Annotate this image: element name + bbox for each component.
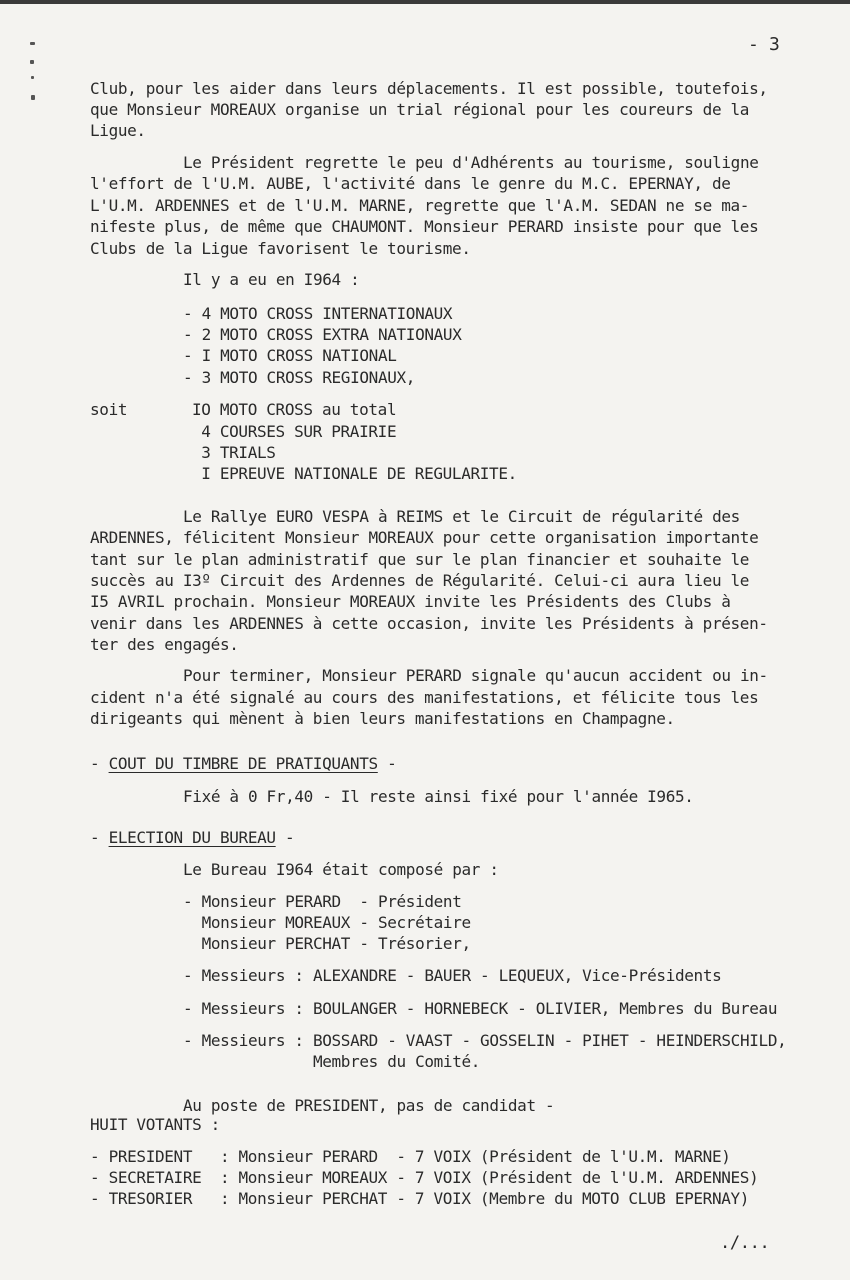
vote-result: - PRESIDENT : Monsieur PERARD - 7 VOIX (Président de l'U.M. MARNE) bbox=[90, 1147, 731, 1166]
vote-result: - SECRETAIRE : Monsieur MOREAUX - 7 VOIX (Président de l'U.M. ARDENNES) bbox=[90, 1168, 759, 1187]
committee-line-2: Membres du Comité. bbox=[183, 1052, 481, 1071]
margin-mark bbox=[31, 95, 35, 100]
bureau-officer: Monsieur MOREAUX - Secrétaire bbox=[183, 913, 471, 932]
para3-line-3: tant sur le plan administratif que sur le plan financier et souhaite le bbox=[90, 550, 750, 569]
total-item: I EPREUVE NATIONALE DE REGULARITE. bbox=[192, 464, 517, 483]
para4-line-2: cident n'a été signalé au cours des manifestations, et félicite tous les bbox=[90, 688, 759, 707]
bureau-officer: - Monsieur PERARD - Président bbox=[183, 892, 462, 911]
section-title: COUT DU TIMBRE DE PRATIQUANTS bbox=[108, 754, 378, 773]
para3-line-2: ARDENNES, félicitent Monsieur MOREAUX pour cette organisation importante bbox=[90, 528, 759, 547]
para2-line-1: Le Président regrette le peu d'Adhérents au tourisme, souligne bbox=[183, 153, 759, 172]
voters-count: HUIT VOTANTS : bbox=[90, 1115, 220, 1134]
para3-line-6: venir dans les ARDENNES à cette occasion, invite les Présidents à présen- bbox=[90, 614, 768, 633]
vice-presidents: - Messieurs : ALEXANDRE - BAUER - LEQUEUX, Vice-Présidents bbox=[183, 966, 722, 985]
vote-result: - TRESORIER : Monsieur PERCHAT - 7 VOIX (Membre du MOTO CLUB EPERNAY) bbox=[90, 1189, 750, 1208]
president-post: Au poste de PRESIDENT, pas de candidat - bbox=[183, 1096, 555, 1115]
total-item: 3 TRIALS bbox=[192, 443, 276, 462]
total-item: 4 COURSES SUR PRAIRIE bbox=[192, 422, 397, 441]
event-item: - 2 MOTO CROSS EXTRA NATIONAUX bbox=[183, 325, 462, 344]
event-item: - 3 MOTO CROSS REGIONAUX, bbox=[183, 368, 416, 387]
bureau-officer: Monsieur PERCHAT - Trésorier, bbox=[183, 934, 471, 953]
para3-line-5: I5 AVRIL prochain. Monsieur MOREAUX invite les Présidents des Clubs à bbox=[90, 592, 731, 611]
section-suffix: - bbox=[377, 754, 397, 773]
para2-line-4: nifeste plus, de même que CHAUMONT. Monsieur PERARD insiste pour que les bbox=[90, 217, 759, 236]
page-number: - 3 bbox=[748, 34, 780, 55]
soit-label: soit bbox=[90, 400, 128, 419]
continuation-mark: ./... bbox=[720, 1233, 770, 1253]
fee-text: Fixé à 0 Fr,40 - Il reste ainsi fixé pour l'année I965. bbox=[183, 787, 694, 806]
para2-line-5: Clubs de la Ligue favorisent le tourisme. bbox=[90, 239, 471, 258]
section-suffix: - bbox=[275, 828, 295, 847]
event-item: - I MOTO CROSS NATIONAL bbox=[183, 346, 397, 365]
section-heading-timbre bbox=[90, 753, 396, 774]
para3-line-7: ter des engagés. bbox=[90, 635, 239, 654]
para2-line-2: l'effort de l'U.M. AUBE, l'activité dans le genre du M.C. EPERNAY, de bbox=[90, 174, 731, 193]
section-title: ELECTION DU BUREAU bbox=[108, 828, 276, 847]
para1-line-1: Club, pour les aider dans leurs déplacements. Il est possible, toutefois, bbox=[90, 79, 768, 98]
top-edge-line bbox=[0, 0, 850, 4]
total-item: IO MOTO CROSS au total bbox=[192, 400, 397, 419]
para1-line-3: Ligue. bbox=[90, 121, 146, 140]
section-heading-election bbox=[90, 827, 294, 848]
bureau-intro: Le Bureau I964 était composé par : bbox=[183, 860, 499, 879]
section-prefix: - bbox=[90, 754, 109, 773]
para3-line-4: succès au I3º Circuit des Ardennes de Régularité. Celui-ci aura lieu le bbox=[90, 571, 750, 590]
margin-mark bbox=[30, 60, 34, 64]
committee-line-1: - Messieurs : BOSSARD - VAAST - GOSSELIN - PIHET - HEINDERSCHILD, bbox=[183, 1031, 787, 1050]
para2-line-3: L'U.M. ARDENNES et de l'U.M. MARNE, regrette que l'A.M. SEDAN ne se ma- bbox=[90, 196, 750, 215]
bureau-members: - Messieurs : BOULANGER - HORNEBECK - OLIVIER, Membres du Bureau bbox=[183, 999, 778, 1018]
para4-line-3: dirigeants qui mènent à bien leurs manifestations en Champagne. bbox=[90, 709, 675, 728]
margin-mark bbox=[30, 42, 35, 45]
margin-mark bbox=[31, 76, 34, 79]
para4-line-1: Pour terminer, Monsieur PERARD signale qu'aucun accident ou in- bbox=[183, 666, 768, 685]
para1-line-2: que Monsieur MOREAUX organise un trial régional pour les coureurs de la bbox=[90, 100, 750, 119]
year-intro: Il y a eu en I964 : bbox=[183, 270, 360, 289]
event-item: - 4 MOTO CROSS INTERNATIONAUX bbox=[183, 304, 453, 323]
para3-line-1: Le Rallye EURO VESPA à REIMS et le Circuit de régularité des bbox=[183, 507, 740, 526]
section-prefix: - bbox=[90, 828, 109, 847]
